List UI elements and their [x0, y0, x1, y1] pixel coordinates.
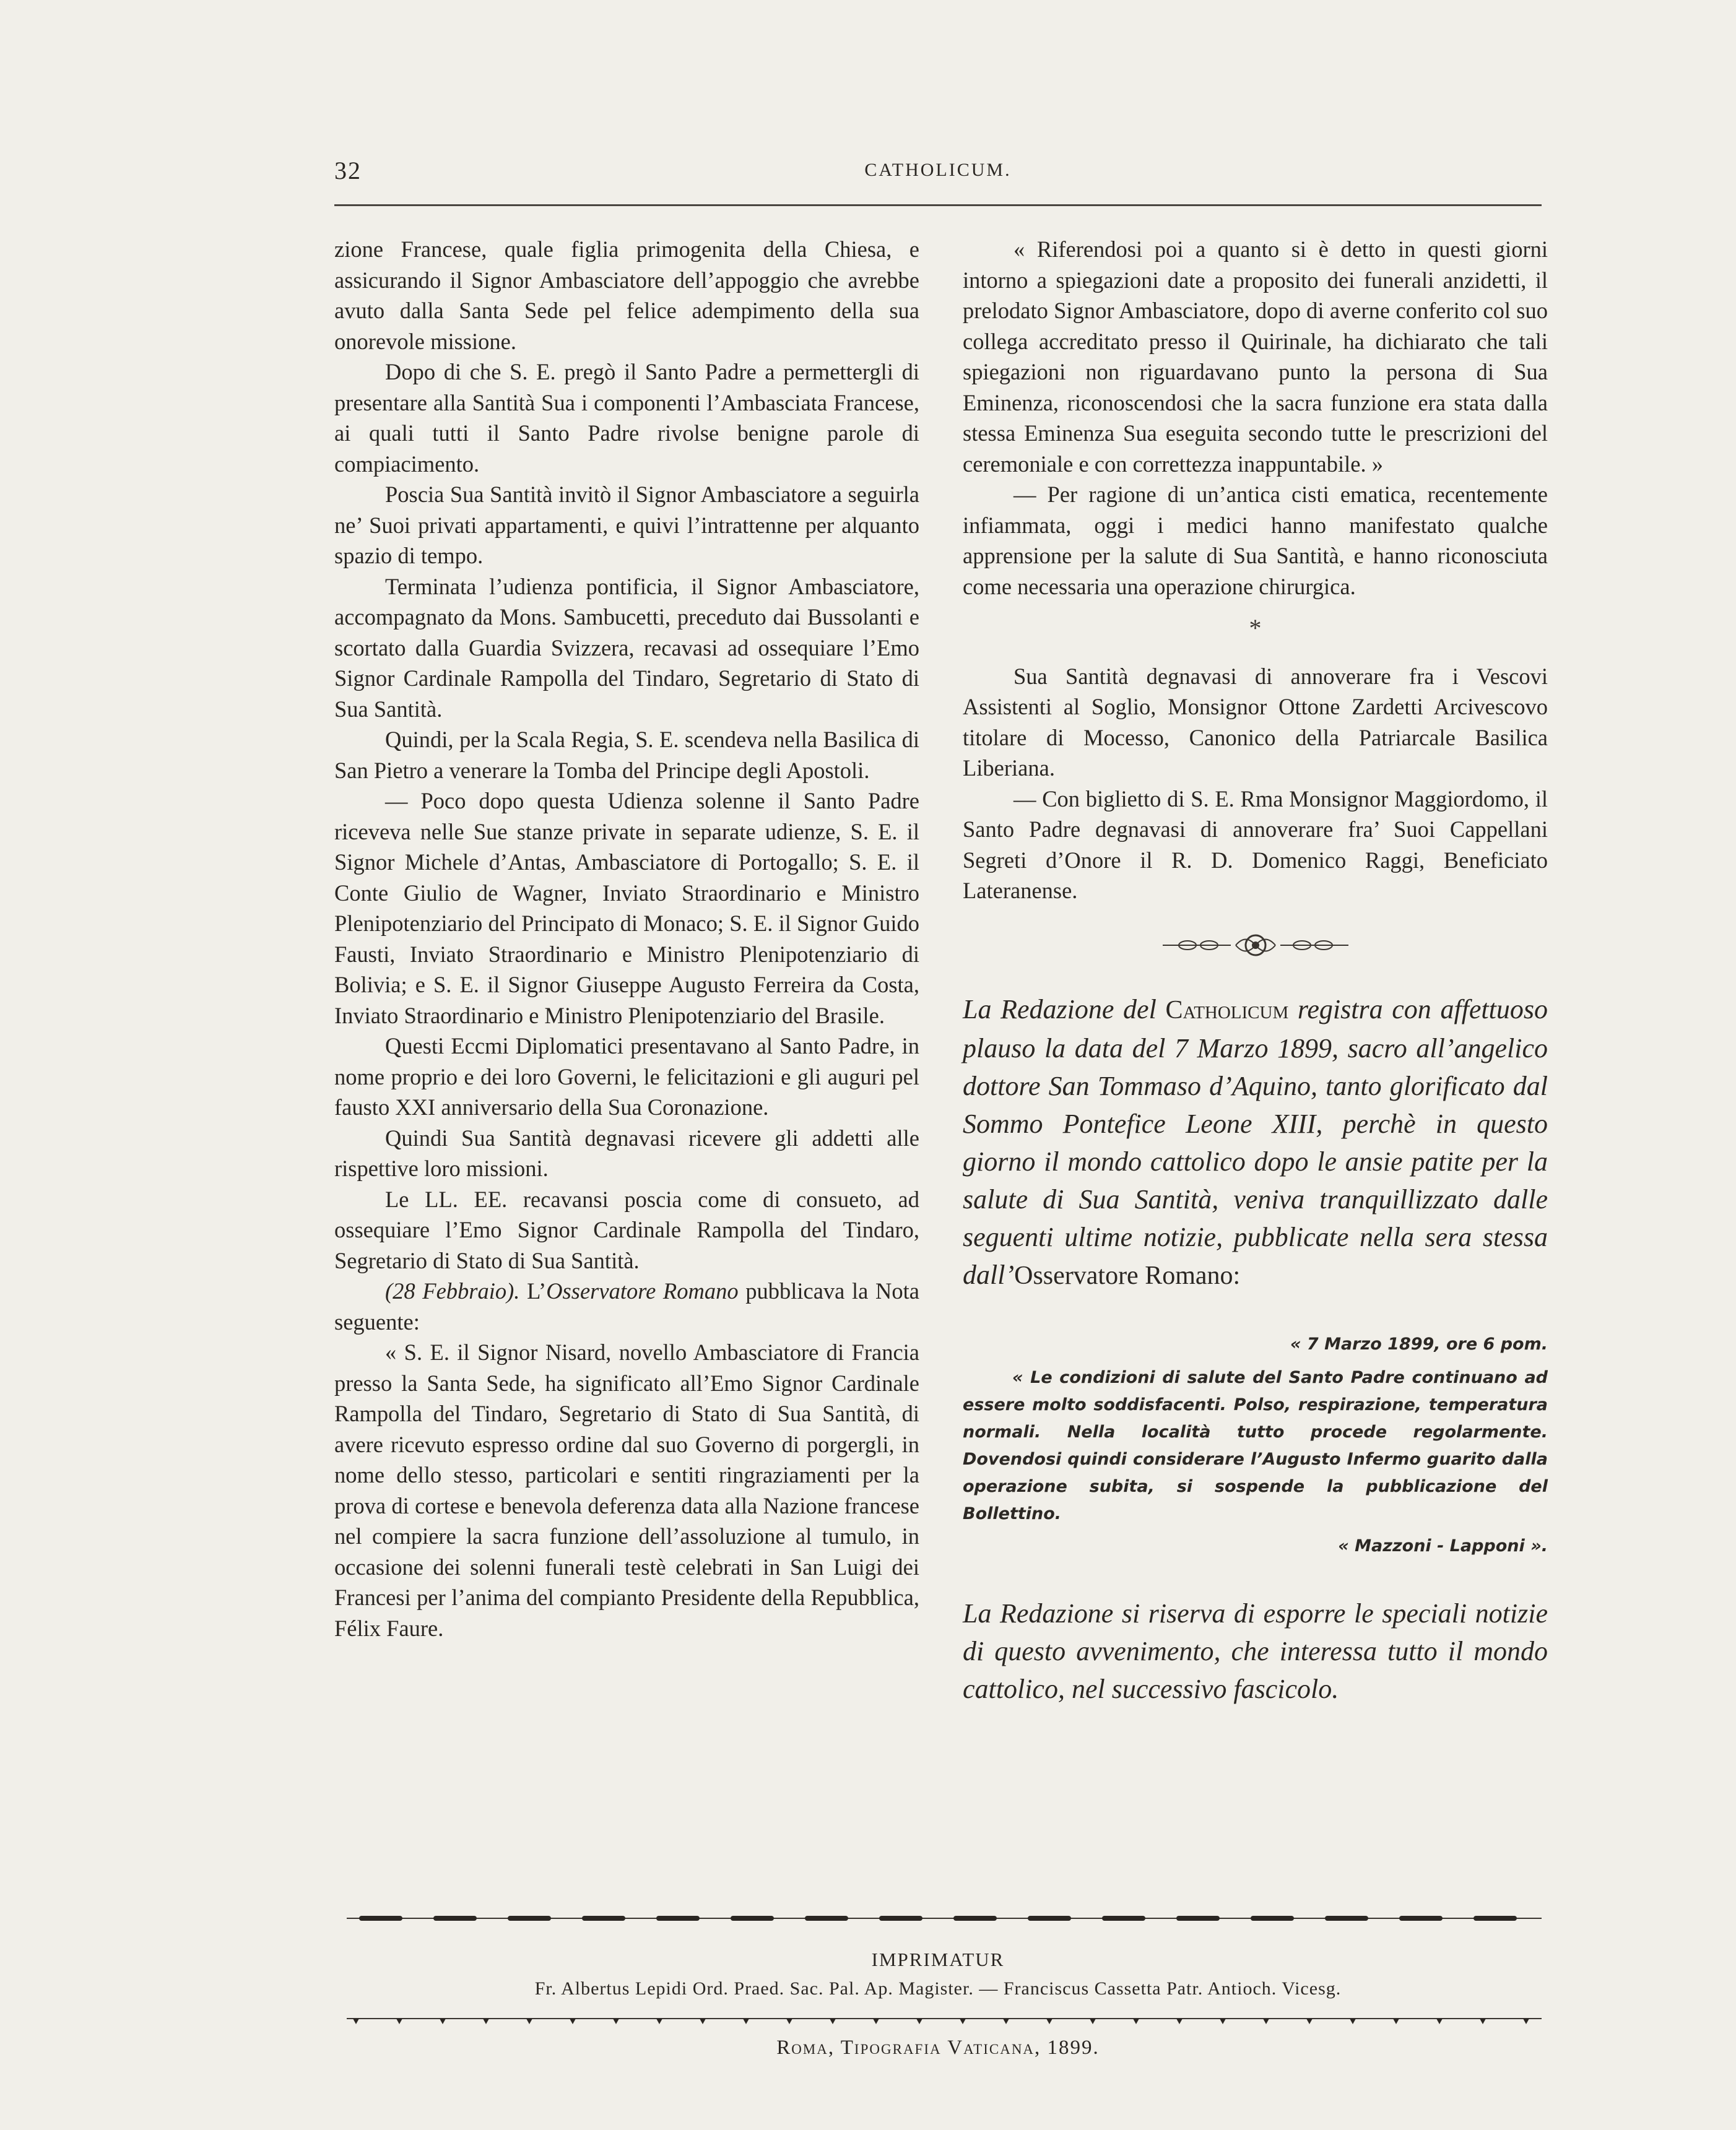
ornamental-rule	[347, 2017, 1542, 2027]
newspaper-title: Osservatore Romano	[546, 1278, 739, 1304]
bulletin-body: « Le condizioni di salute del Santo Padre continuano ad essere molto soddisfacenti. Polso, respirazione, temperatura normali. Nella località tutto procede regolarmente. Dovendosi quindi considerare l’Augusto Infermo guarito dalla operazione subita, si sospende la pubblicazione del Bollettino.	[963, 1367, 1548, 1523]
paragraph: Dopo di che S. E. pregò il Santo Padre a permettergli di presentare alla Santità Sua i componenti l’Ambasciata Francese, ai quali tutti il Santo Padre rivolse benigne parole di compiacimento.	[334, 359, 919, 477]
printer-imprint: Roma, Tipografia Vaticana, 1899.	[776, 2037, 1100, 2059]
paragraph: « S. E. il Signor Nisard, novello Ambasciatore di Francia presso la Santa Sede, ha significato all’Emo Signor Cardinale Rampolla del Tindaro, Segretario di Stato di Sua Santità, di avere ricevuto espresso ordine dal suo Governo di porgergli, in nome dello stesso, particolari e sentiti ringraziamenti per la prova di cortese e benevola deferenza data alla Nazione francese nel compiere la sacra funzione dell’assoluzione al tumulo, in occasione dei solenni funerali testè celebrati in San Luigi dei Francesi per l’anima del compianto Presidente della Repubblica, Félix Faure.	[334, 1340, 919, 1641]
text-run: :	[1233, 1261, 1241, 1290]
paragraph: zione Francese, quale figlia primogenita della Chiesa, e assicurando il Signor Ambasciatore dell’appoggio che avrebbe avuto dalla Santa Sede pel felice adempimento della sua onorevole missione.	[334, 236, 919, 354]
text-run: pubblicava la Nota seguente:	[334, 1278, 919, 1335]
header-rule	[334, 204, 1542, 206]
bulletin-signature: « Mazzoni - Lapponi ».	[1338, 1536, 1548, 1556]
paragraph: Questi Eccmi Diplomatici presentavano al Santo Padre, in nome proprio e dei loro Governi, le felicitazioni e gli auguri pel fausto XXI anniversario della Sua Coronazione.	[334, 1033, 919, 1120]
text-run: La Redazione del	[963, 994, 1166, 1024]
paragraph: Quindi, per la Scala Regia, S. E. scendeva nella Basilica di San Pietro a venerare la Tomba del Principe degli Apostoli.	[334, 727, 919, 783]
paragraph: Poscia Sua Santità invitò il Signor Ambasciatore a seguirla ne’ Suoi privati appartamenti, e quivi l’intrattenne per alquanto spazio di tempo.	[334, 482, 919, 568]
text-run: registra con affettuoso plauso la data del 7 Marzo 1899, sacro all’angelico dottore San Tommaso d’Aquino, tanto glorificato dal Sommo Pontefice Leone XIII, perchè in questo giorno il mondo cattolico dopo le ansie patite per la salute di Sua Santità, veniva tranquillizzato dalle seguenti ultime notizie, pubblicate nella sera stessa dall’	[963, 994, 1548, 1290]
imprimatur-heading: IMPRIMATUR	[871, 1949, 1005, 1970]
section-asterism-icon: *	[1249, 614, 1262, 642]
bulletin-dateline: « 7 Marzo 1899, ore 6 pom.	[1290, 1334, 1548, 1354]
paragraph: « Riferendosi poi a quanto si è detto in questi giorni intorno a spiegazioni date a proposito dei funerali anzidetti, il prelodato Signor Ambasciatore, dopo di averne conferito col suo collega accreditato presso il Quirinale, ha dichiarato che tali spiegazioni non riguardavano punto la persona di Sua Eminenza, riconoscendosi che la sacra funzione era stata dalla stessa Eminenza Sua eseguita secondo tutte le prescrizioni del ceremoniale e con correttezza inappuntabile. »	[963, 236, 1548, 477]
ecclesiastical-approval: Fr. Albertus Lepidi Ord. Praed. Sac. Pal. Ap. Magister. — Franciscus Cassetta Patr. Antioch. Vicesg.	[534, 1978, 1342, 1999]
editorial-notice	[963, 990, 1548, 1295]
paragraph: — Per ragione di un’antica cisti ematica, recentemente infiammata, oggi i medici hanno manifestato qualche apprensione per la salute di Sua Santità, e hanno riconosciuta come necessaria una operazione chirurgica.	[963, 482, 1548, 599]
page-number: 32	[334, 157, 362, 184]
running-head: CATHOLICUM.	[864, 160, 1012, 180]
paragraph: — Poco dopo questa Udienza solenne il Santo Padre riceveva nelle Sue stanze private in separate udienze, S. E. il Signor Michele d’Antas, Ambasciatore di Portogallo; S. E. il Conte Giulio de Wagner, Inviato Straordinario e Ministro Plenipotenziario del Principato di Monaco; S. E. il Signor Guido Fausti, Inviato Straordinario e Ministro Plenipotenziario di Bolivia; e S. E. il Signor Giuseppe Augusto Ferreira da Costa, Inviato Straordinario e Ministro Plenipotenziario del Brasile.	[334, 788, 919, 1028]
right-column	[963, 234, 1548, 1708]
paragraph: Terminata l’udienza pontificia, il Signor Ambasciatore, accompagnato da Mons. Sambucetti, preceduto dai Bussolanti e scortato dalla Guardia Svizzera, recavasi ad ossequiare l’Emo Signor Cardinale Rampolla del Tindaro, Segretario di Stato di Sua Santità.	[334, 573, 919, 722]
paragraph	[334, 1276, 919, 1337]
text-run: L’	[519, 1278, 547, 1304]
left-column	[334, 234, 919, 1643]
medical-bulletin	[963, 1331, 1548, 1560]
newspaper-title: Osservatore Romano	[1014, 1261, 1233, 1290]
journal-name: Catholicum	[1165, 995, 1289, 1024]
paragraph: Quindi Sua Santità degnavasi ricevere gli addetti alle rispettive loro missioni.	[334, 1125, 919, 1181]
paragraph: Le LL. EE. recavansi poscia come di consueto, ad ossequiare l’Emo Signor Cardinale Rampolla del Tindaro, Segretario di Stato di Sua Santità.	[334, 1186, 919, 1273]
paragraph: — Con biglietto di S. E. Rma Monsignor Maggiordomo, il Santo Padre degnavasi di annoverare fra’ Suoi Cappellani Segreti d’Onore il R. D. Domenico Raggi, Beneficiato Lateranense.	[963, 786, 1548, 903]
closing-notice: La Redazione si riserva di esporre le speciali notizie di questo avvenimento, che interessa tutto il mondo cattolico, nel successivo fascicolo.	[963, 1598, 1548, 1704]
floral-ornament-icon	[1163, 931, 1348, 959]
page-header	[334, 156, 1542, 193]
date-note: (28 Febbraio).	[385, 1278, 520, 1304]
ornamental-rule	[347, 1911, 1542, 1925]
paragraph: Sua Santità degnavasi di annoverare fra i Vescovi Assistenti al Soglio, Monsignor Ottone Zardetti Arcivescovo titolare di Mocesso, Canonico della Patriarcale Basilica Liberiana.	[963, 663, 1548, 781]
